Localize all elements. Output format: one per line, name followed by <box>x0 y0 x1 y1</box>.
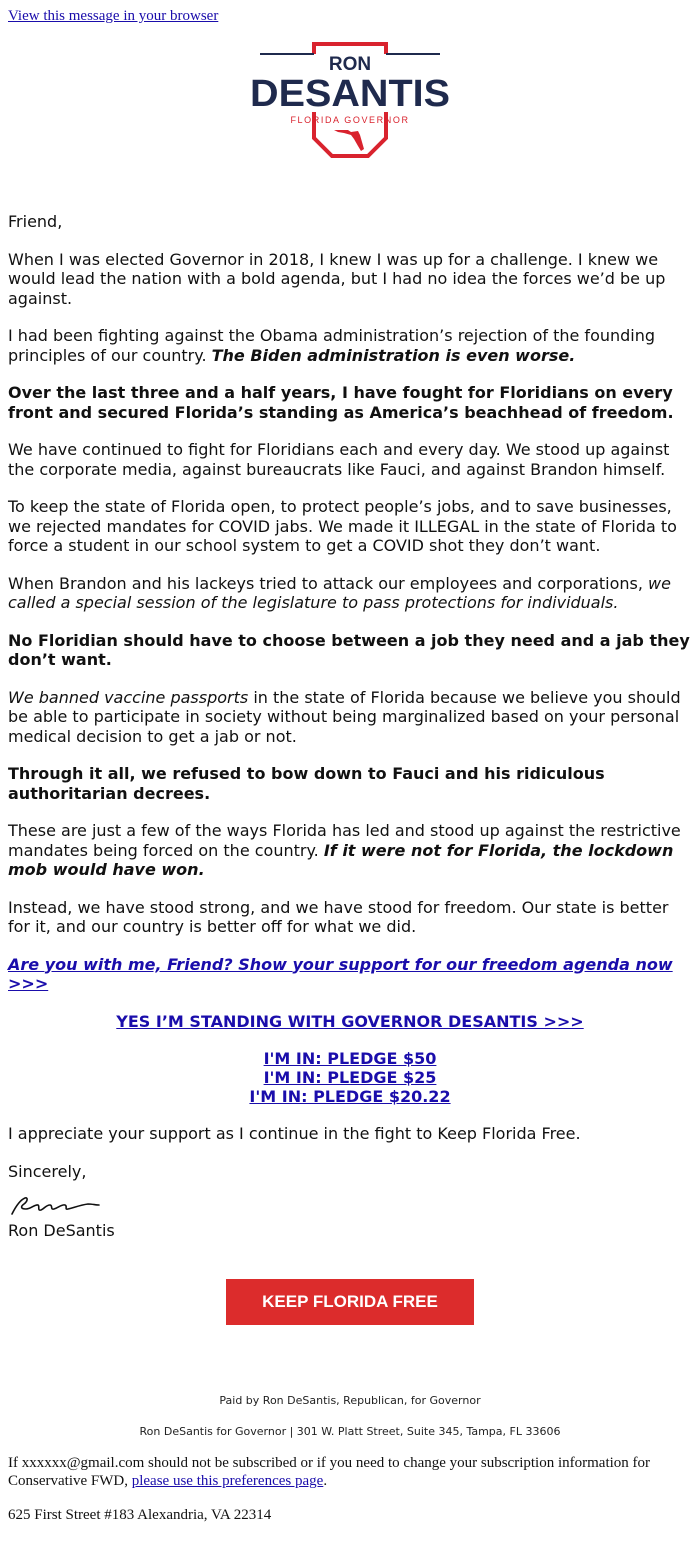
unsubscribe-period: . <box>323 1473 328 1489</box>
mailing-address: 625 First Street #183 Alexandria, VA 22314 <box>8 1507 272 1523</box>
paragraph-6 <box>8 574 692 613</box>
email-body <box>8 212 692 1259</box>
paragraph-1: When I was elected Governor in 2018, I knew I was up for a challenge. I knew we would lead the nation with a bold agenda, but I had no idea the forces we’d be up against. <box>8 249 666 308</box>
paragraph-11: Instead, we have stood strong, and we have stood for freedom. Our state is better for it, and our country is better off for what we did. <box>8 897 669 936</box>
ask-paragraph <box>8 955 692 994</box>
paragraph-5: To keep the state of Florida open, to protect people’s jobs, and to save businesses, we rejected mandates for COVID jabs. We made it ILLEGAL in the state of Florida to force a student in our school system to get a COVID shot they don’t want. <box>8 497 677 555</box>
paragraph-7: No Floridian should have to choose between a job they need and a jab they don’t want. <box>8 630 690 669</box>
desantis-logo <box>248 40 452 162</box>
signature-image <box>8 1193 104 1219</box>
paragraph-8-emphasis: We banned vaccine passports <box>8 687 249 707</box>
pledge-links <box>8 1049 692 1106</box>
appreciate-paragraph: I appreciate your support as I continue in the fight to Keep Florida Free. <box>8 1124 581 1143</box>
paragraph-6-text: When Brandon and his lackeys tried to attack our employees and corporations, <box>8 573 649 593</box>
unsubscribe-text: If xxxxxx@gmail.com should not be subscribed or if you need to change your subscription information for Conservative FWD, <box>8 1455 651 1489</box>
greeting: Friend, <box>8 212 63 231</box>
florida-state-icon <box>334 130 364 151</box>
closing: Sincerely, <box>8 1161 87 1181</box>
paragraph-2-emphasis: The Biden administration is even worse. <box>211 345 576 365</box>
paragraph-10 <box>8 821 692 880</box>
paragraph-2 <box>8 326 692 365</box>
paragraph-9: Through it all, we refused to bow down to Fauci and his ridiculous authoritarian decrees. <box>8 764 605 803</box>
paragraph-6-emphasis: we called a special session of the legislature to pass protections for individuals. <box>8 573 671 612</box>
paragraph-8 <box>8 688 692 747</box>
committee-address: Ron DeSantis for Governor | 301 W. Platt Street, Suite 345, Tampa, FL 33606 <box>139 1425 561 1438</box>
paragraph-4: We have continued to fight for Floridians each and every day. We stood up against the corporate media, against bureaucrats like Fauci, and against Brandon himself. <box>8 440 670 479</box>
pledge-25-link[interactable]: I'M IN: PLEDGE $25 <box>263 1068 437 1087</box>
paragraph-3: Over the last three and a half years, I have fought for Floridians on every front and secured Florida’s standing as America’s beachhead of freedom. <box>8 383 674 422</box>
paragraph-8-text: in the state of Florida because we believe you should be able to participate in society without being marginalized based on your personal medical decision to get a jab or not. <box>8 687 681 746</box>
preferences-page-link[interactable]: please use this preferences page <box>131 1473 324 1489</box>
standing-paragraph <box>8 1012 692 1032</box>
support-agenda-link[interactable]: Are you with me, Friend? Show your support for our freedom agenda now >>> <box>8 954 673 993</box>
keep-florida-free-button[interactable]: KEEP FLORIDA FREE <box>226 1279 474 1325</box>
paragraph-10-emphasis: If it were not for Florida, the lockdown mob would have won. <box>8 840 674 879</box>
logo-shield-top <box>314 44 386 54</box>
pledge-50-link[interactable]: I'M IN: PLEDGE $50 <box>263 1049 437 1068</box>
logo-florida-governor-text: FLORIDA GOVERNOR <box>290 115 410 125</box>
signature-name: Ron DeSantis <box>8 1221 115 1240</box>
unsubscribe-notice <box>8 1454 692 1490</box>
signature-stroke <box>12 1198 99 1214</box>
logo-ron-text: RON <box>328 54 372 75</box>
paid-by-disclaimer: Paid by Ron DeSantis, Republican, for Governor <box>219 1394 481 1407</box>
view-in-browser-link[interactable]: View this message in your browser <box>8 8 219 24</box>
standing-with-desantis-link[interactable]: YES I’M STANDING WITH GOVERNOR DESANTIS >>> <box>116 1011 584 1031</box>
pledge-2022-link[interactable]: I'M IN: PLEDGE $20.22 <box>249 1087 451 1106</box>
paragraph-10-text: These are just a few of the ways Florida has led and stood up against the restrictive mandates being forced on the country. <box>8 821 681 860</box>
logo-desantis-text: DESANTIS <box>250 73 450 115</box>
paragraph-2-text: I had been fighting against the Obama administration’s rejection of the founding principles of our country. <box>8 326 656 365</box>
